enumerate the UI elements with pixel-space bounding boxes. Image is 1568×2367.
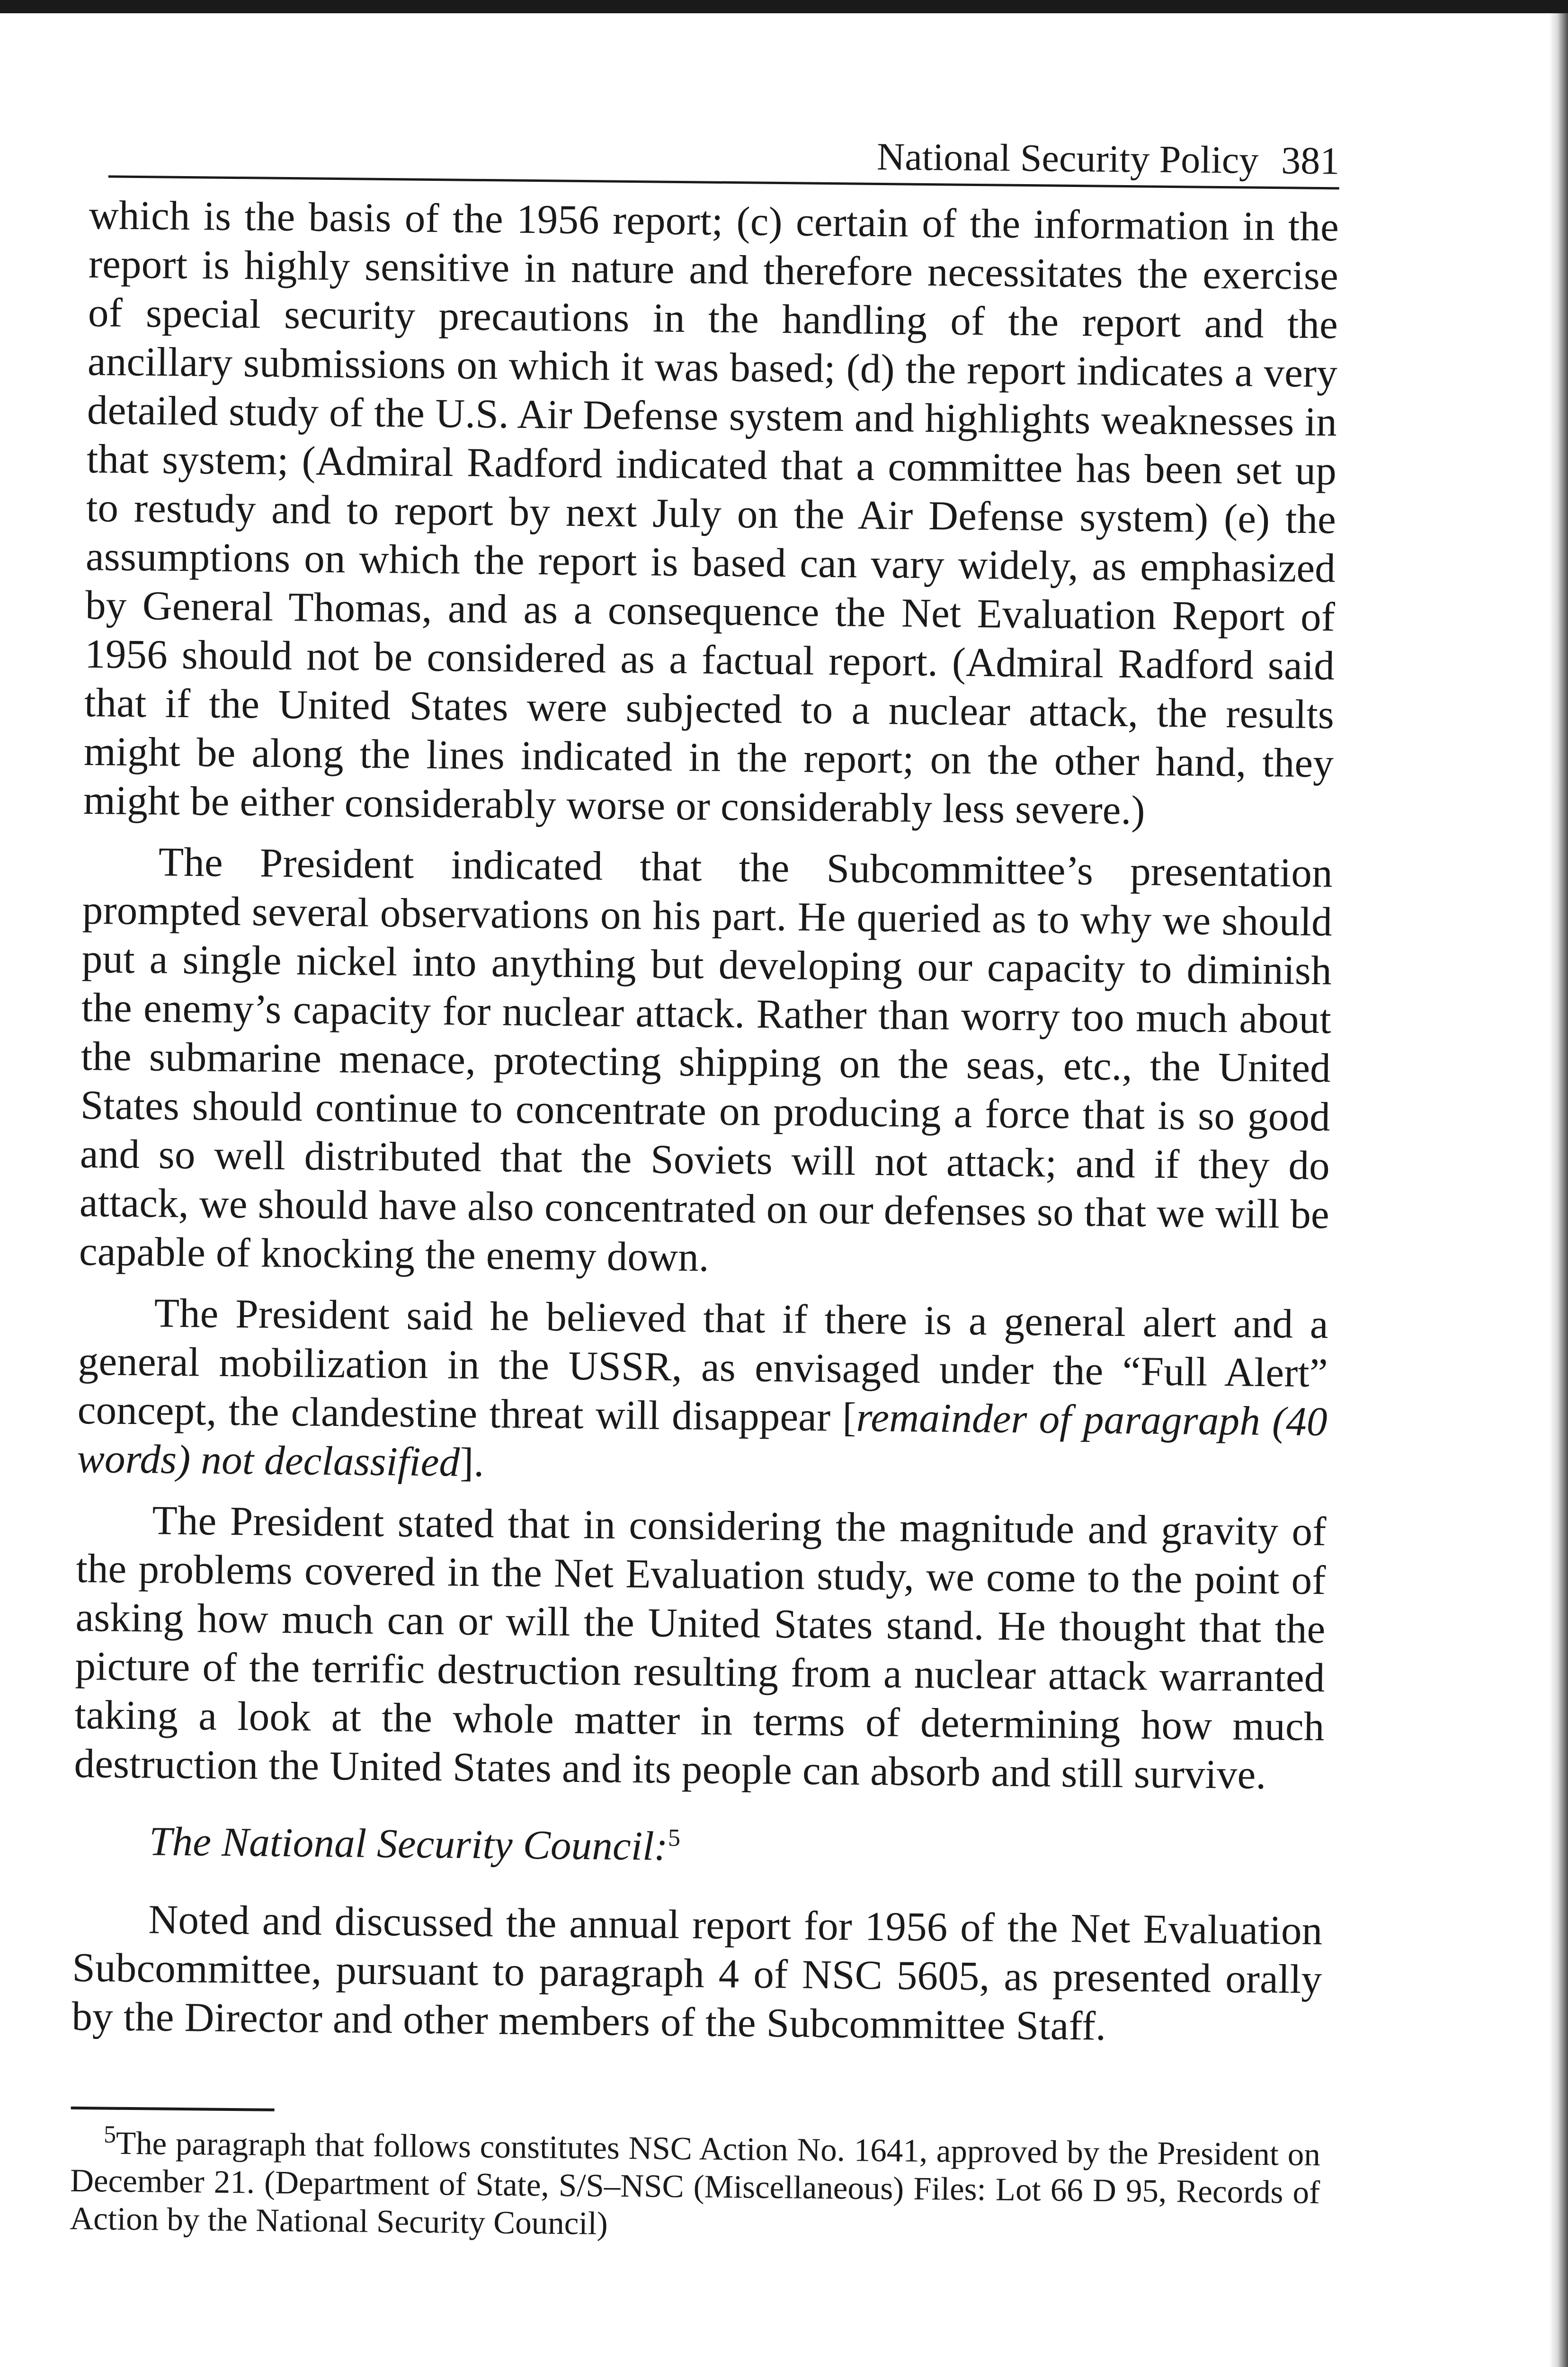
footnote bbox=[70, 2121, 1321, 2249]
action-paragraph: Noted and discussed the annual report for 1956 of the Net Evaluation Subcommittee, pursuant to paragraph 4 of NSC 5605, as presented orally by the Director and other members of the Subcommittee Staff. bbox=[71, 1896, 1323, 2049]
header-title-block bbox=[877, 134, 1340, 183]
body-text bbox=[71, 190, 1339, 2052]
footnote-rule bbox=[71, 2107, 275, 2111]
footnote-text: The paragraph that follows constitutes NSC Action No. 1641, approved by the President on December 21. (Department of State, S/S–NSC (Miscellaneous) Files: Lot 66 D 95, Records of Action by the National Security Council) bbox=[70, 2125, 1321, 2242]
paragraph-full-alert-text: The President said he believed that if there is a general alert and a general mobilization in the USSR, as envisaged under the “Full Alert” concept, the clandestine threat will disappear [ bbox=[77, 1290, 1329, 1440]
document-page bbox=[70, 118, 1340, 2249]
paragraph-president-observations: The President indicated that the Subcommittee’s presentation prompted several observations on his part. He queried as to why we should put a single nickel into anything but developing our capacity to diminish the enemy’s capacity for nuclear attack. Rather than worry too much about the submarine menace, protecting shipping on the seas, etc., the United States should continue to concentrate on producing a force that is so good and so well distributed that the Soviets will not attack; and if they do attack, we should have also concentrated on our defenses so that we will be capable of knocking the enemy down. bbox=[79, 838, 1333, 1280]
footnote-reference: 5 bbox=[668, 1824, 681, 1852]
running-header bbox=[89, 118, 1340, 182]
scan-top-border bbox=[0, 0, 1568, 13]
paragraph-continued: which is the basis of the 1956 report; (c) certain of the information in the report is highly sensitive in nature and therefore necessitates the exercise of special security precautions in the handling of the report and the ancillary submissions on which it was based; (d) the report indicates a very detailed study of the U.S. Air Defense system and highlights weaknesses in that system; (Admiral Radford indicated that a committee has been set up to restudy and to report by next July on the Air Defense system) (e) the assumptions on which the report is based can vary widely, as emphasized by General Thomas, and as a consequence the Net Evaluation Report of 1956 should not be considered as a factual report. (Admiral Radford said that if the United States were subjected to a nuclear attack, the results might be along the lines indicated in the report; on the other hand, they might be either considerably worse or considerably less severe.) bbox=[83, 191, 1339, 833]
paragraph-destruction: The President stated that in considering the magnitude and gravity of the problems covered in the Net Evaluation study, we come to the point of asking how much can or will the United States stand. He thought that the picture of the terrific destruction resulting from a nuclear attack warranted taking a look at the whole matter in terms of determining how much destruction the United States and its people can absorb and still survive. bbox=[74, 1497, 1327, 1798]
council-heading-text: The National Security Council: bbox=[149, 1818, 668, 1869]
footnote-marker: 5 bbox=[103, 2121, 116, 2148]
paragraph-full-alert bbox=[77, 1288, 1328, 1495]
redaction-note: remainder of paragraph (40 words) not declassified bbox=[77, 1394, 1328, 1485]
council-heading bbox=[149, 1816, 1324, 1877]
scan-right-edge bbox=[1549, 13, 1568, 2367]
running-title: National Security Policy bbox=[876, 134, 1259, 182]
page-number: 381 bbox=[1281, 139, 1340, 183]
paragraph-full-alert-end: ]. bbox=[459, 1439, 484, 1486]
